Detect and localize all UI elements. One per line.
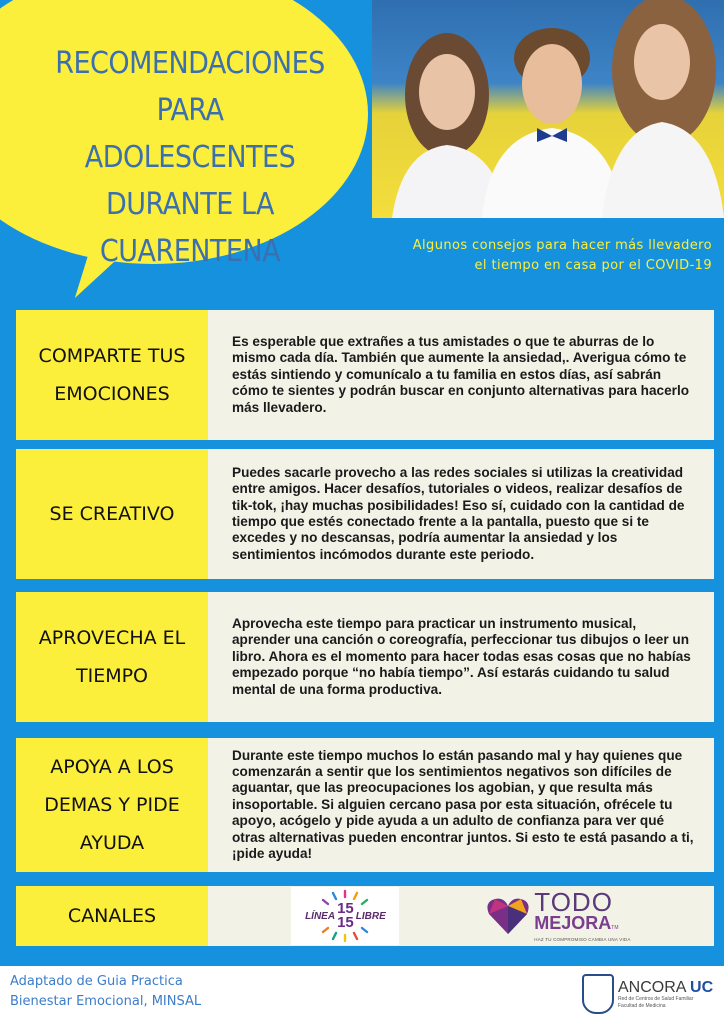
canales-logos [208, 886, 714, 946]
teens-photo-illustration [372, 0, 724, 218]
source-note [10, 972, 201, 1012]
todo-mejora-text [534, 887, 631, 942]
subtitle [413, 236, 712, 276]
heart-icon [486, 896, 530, 936]
todo-mejora-tagline: HAZ TU COMPROMISO CAMBIA UNA VIDA [534, 937, 631, 942]
libre-word: LIBRE [355, 910, 386, 922]
ancora-sub-2: Facultad de Medicina [618, 1002, 666, 1009]
mejora-text: MEJORA [534, 913, 612, 933]
tip-label-line: EMOCIONES [54, 383, 170, 405]
subtitle-line-2: el tiempo en casa por el COVID-19 [474, 258, 712, 273]
tip-text: Puedes sacarle provecho a las redes sociales si utilizas la creatividad entre amigos. Hacer desafíos, tutoriales o videos, realizar desafíos de tik-tok, ¡hay muchas posibilidades! Eso sí, cuidado con la cantidad de tiempo que estés conectado frente a la pantalla, puesto que si te excedes y no descansas, podría aumentar la ansiedad y los sentimientos incómodos durante este periodo. [208, 449, 714, 579]
uc-word: UC [690, 978, 714, 996]
university-seal-icon [582, 974, 614, 1014]
linea-number-top: 15 [337, 900, 354, 917]
linea-libre-logo[interactable] [291, 887, 399, 945]
tip-row-comparte [16, 310, 714, 440]
mejora-word [534, 914, 630, 937]
tip-label-line: DEMAS Y PIDE [44, 794, 180, 816]
tip-label [16, 738, 208, 872]
source-line-1: Adaptado de Guia Practica [10, 974, 183, 989]
tip-text: Aprovecha este tiempo para practicar un instrumento musical, aprender una canción o coreografía, perfeccionar tus dibujos o leer un libro. Ahora es el momento para hacer todas esas cosas que no habías empezado porque “no había tiempo”. Así estarás cuidando tu salud mental de una forma productiva. [208, 592, 714, 722]
tip-text: Es esperable que extrañes a tus amistades o que te aburras de lo mismo cada día. También que aumente la ansiedad,. Averigua cómo te estás sintiendo y comunícalo a tu familia en estos días, así sabrán cómo te sientes y podrán buscar en conjunto alternativas para hacerlo más llevadero. [208, 310, 714, 440]
linea-number [337, 902, 354, 930]
tip-label [16, 449, 208, 579]
tm-mark: TM [611, 925, 619, 931]
todo-word: TODO [534, 887, 613, 917]
title-line-1: RECOMENDACIONES PARA [55, 46, 325, 128]
canales-row [16, 886, 714, 946]
tip-text: Durante este tiempo muchos lo están pasando mal y hay quienes que comenzarán a sentir que los sentimientos negativos son difíciles de aguantar, que las preocupaciones los agobian, y que resulta más insoportable. Si alguien cercano pasa por esta situación, ofrécele tu apoyo, acógelo y pide ayuda a un adulto de confianza para ver qué otras alternativas pueden encontrar juntos. Si esto te está pasando a ti, ¡pide ayuda! [208, 738, 714, 872]
title-line-3: DURANTE LA CUARENTENA [99, 187, 281, 269]
tip-label-line: TIEMPO [75, 665, 149, 687]
tip-label [16, 310, 208, 440]
todo-mejora-logo[interactable] [486, 887, 631, 942]
tip-row-aprovecha [16, 592, 714, 722]
tip-row-creativo [16, 449, 714, 579]
ancora-text [618, 979, 713, 1010]
tip-label-line: COMPARTE TUS [38, 345, 186, 367]
ancora-uc-logo [582, 974, 713, 1014]
tip-row-apoya [16, 738, 714, 872]
ancora-sub-1: Red de Centros de Salud Familiar [618, 995, 694, 1002]
tip-label [16, 592, 208, 722]
ancora-word: ANCORA [618, 978, 686, 996]
title-line-2: ADOLESCENTES [84, 140, 296, 175]
canales-label: CANALES [16, 886, 208, 946]
tip-label-line: APROVECHA EL [38, 627, 186, 649]
linea-word: LÍNEA [305, 910, 336, 922]
linea-number-bottom: 15 [337, 914, 354, 931]
tip-label-line: APOYA A LOS [50, 756, 174, 778]
teens-photo [372, 0, 724, 218]
page-title [20, 40, 360, 275]
source-line-2: Bienestar Emocional, MINSAL [10, 994, 202, 1009]
subtitle-line-1: Algunos consejos para hacer más llevadero [412, 238, 712, 253]
tip-label-line: AYUDA [79, 832, 145, 854]
tip-label-line: SE CREATIVO [49, 503, 175, 525]
ancora-name [618, 979, 713, 996]
